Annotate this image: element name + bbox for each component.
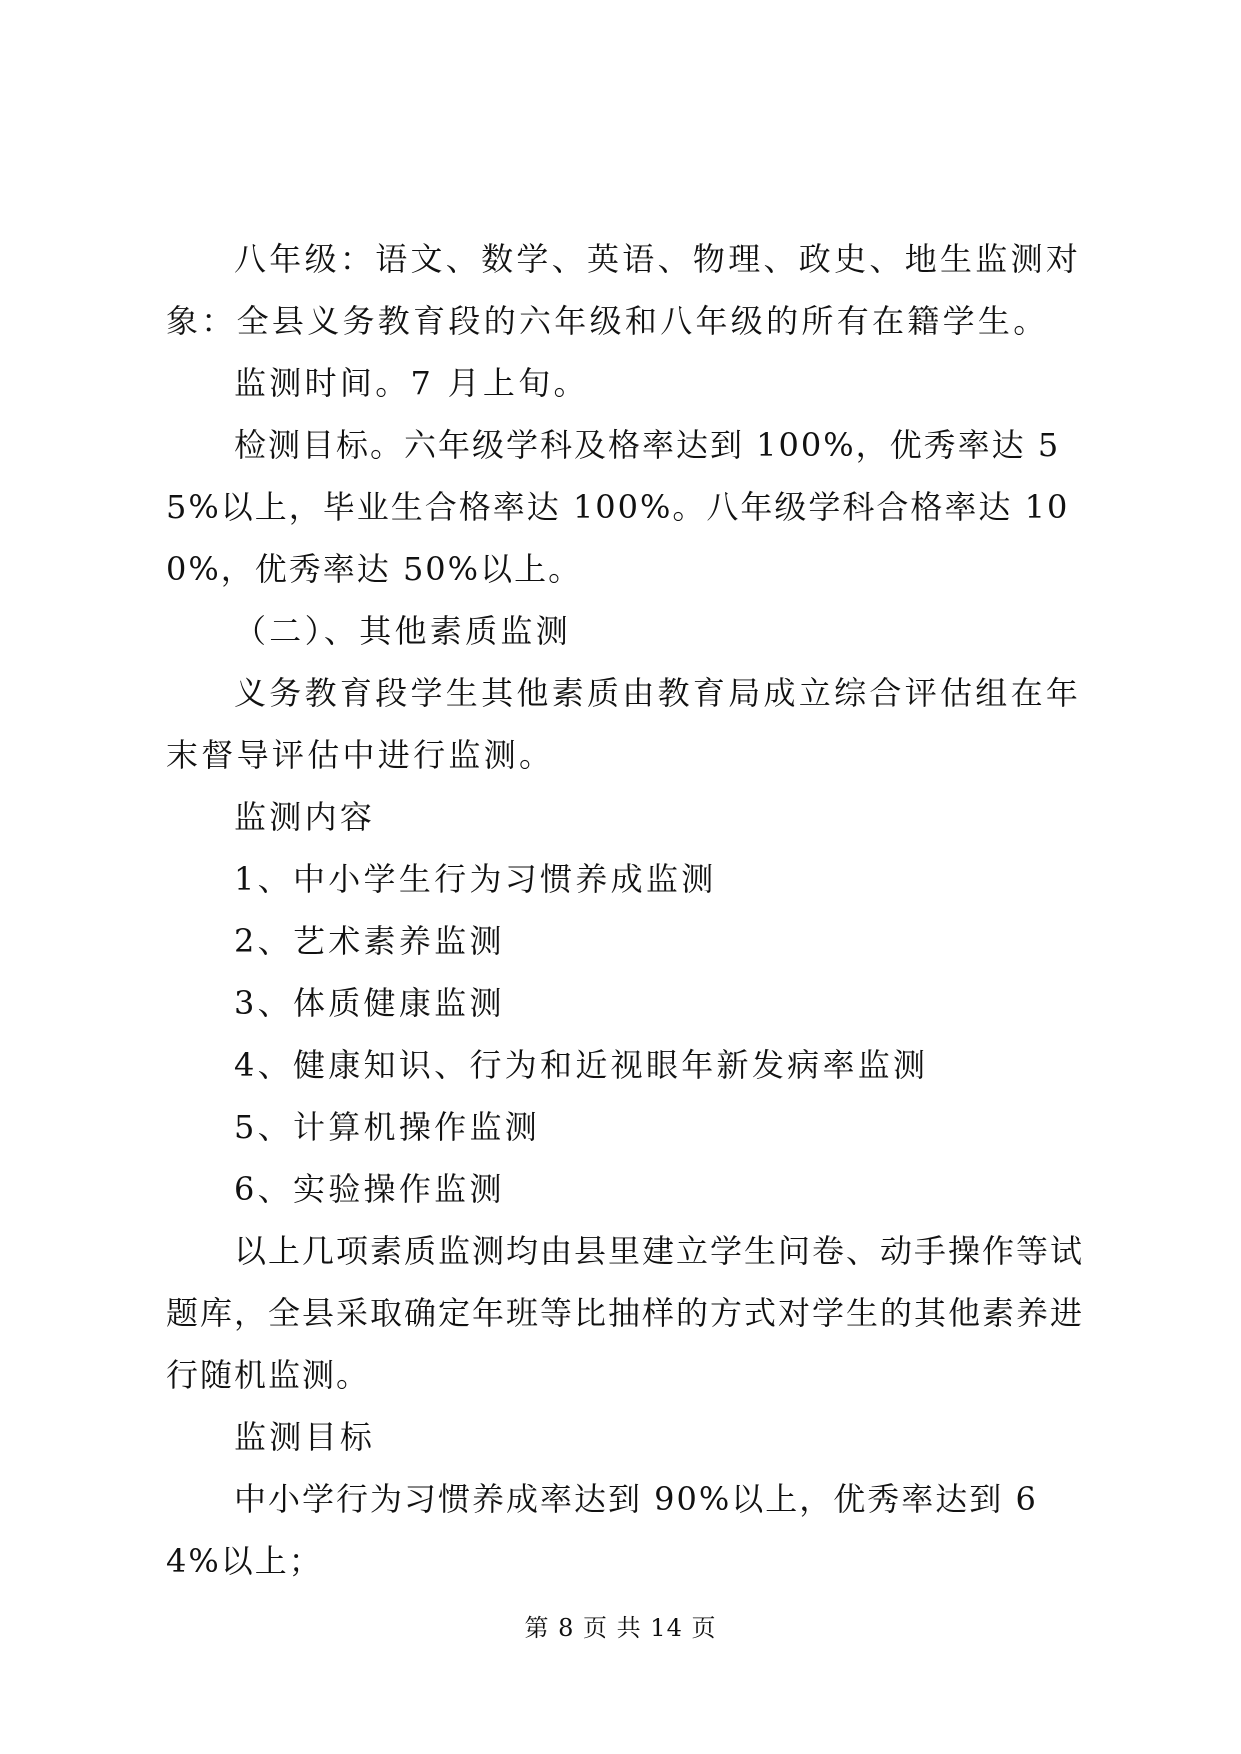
page-footer: 第 8 页 共 14 页 [524,1614,717,1642]
paragraph-grade8-subjects: 八年级：语文、数学、英语、物理、政史、地生监测对象：全县义务教育段的六年级和八年级的所有在籍学生。 [166,240,1082,340]
paragraph-behavior-goals: 中小学行为习惯养成率达到 90%以上，优秀率达到 64%以上； [166,1480,1038,1580]
document-body [166,228,1086,1592]
list-item: 2、艺术素养监测 [234,922,505,960]
paragraph-detection-goals: 检测目标。六年级学科及格率达到 100%，优秀率达 55%以上，毕业生合格率达 100%。八年级学科合格率达 100%，优秀率达 50%以上。 [166,426,1070,588]
list-item: 4、健康知识、行为和近视眼年新发病率监测 [234,1046,929,1084]
paragraph-question-bank: 以上几项素质监测均由县里建立学生问卷、动手操作等试题库，全县采取确定年班等比抽样的方式对学生的其他素养进行随机监测。 [166,1232,1085,1394]
list-item: 1、中小学生行为习惯养成监测 [234,860,717,898]
paragraph-other-quality-description: 义务教育段学生其他素质由教育局成立综合评估组在年末督导评估中进行监测。 [166,674,1082,774]
paragraph-monitoring-time: 监测时间。7 月上旬。 [234,364,589,402]
paragraph-monitoring-content-heading: 监测内容 [234,798,376,836]
list-item: 3、体质健康监测 [234,984,505,1022]
list-item: 5、计算机操作监测 [234,1108,541,1146]
paragraph-monitoring-goals-heading: 监测目标 [234,1418,376,1456]
list-item: 6、实验操作监测 [234,1170,505,1208]
section-heading-other-quality: （二）、其他素质监测 [234,612,572,650]
